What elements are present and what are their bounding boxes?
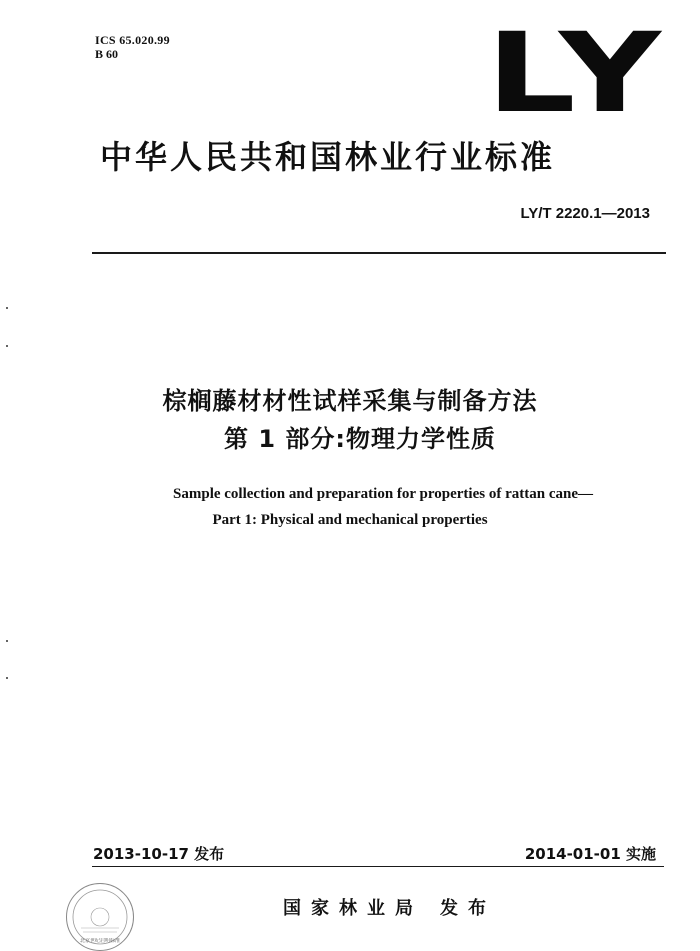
issue-date: 2013-10-17 发布	[93, 845, 225, 863]
footer-divider	[92, 866, 664, 867]
issuer-name: 国家林业局	[283, 898, 423, 919]
scan-dot	[6, 677, 8, 679]
scan-dot	[6, 307, 8, 309]
class-code: B 60	[95, 47, 119, 61]
implementation-date: 2014-01-01 实施	[524, 845, 656, 863]
ics-code: ICS 65.020.99	[95, 33, 170, 47]
header-divider	[92, 252, 666, 254]
publisher-seal	[66, 883, 134, 951]
document-title-en-line1: Sample collection and preparation for properties of rattan cane—	[173, 486, 593, 502]
document-title-cn-line2: 第 1 部分:物理力学性质	[223, 425, 496, 453]
publish-label: 发布	[440, 898, 496, 919]
standard-title: 中华人民共和国林业行业标准	[100, 138, 556, 176]
ly-logo: LY	[486, 9, 666, 137]
standard-number: LY/T 2220.1—2013	[520, 205, 650, 222]
scan-dot	[6, 345, 8, 347]
document-title-en-line2: Part 1: Physical and mechanical properties	[212, 512, 488, 528]
seal-text: 北京世纪启明标准	[79, 938, 120, 944]
scan-dot	[6, 640, 8, 642]
document-title-cn-line1: 棕榈藤材材性试样采集与制备方法	[162, 387, 538, 415]
